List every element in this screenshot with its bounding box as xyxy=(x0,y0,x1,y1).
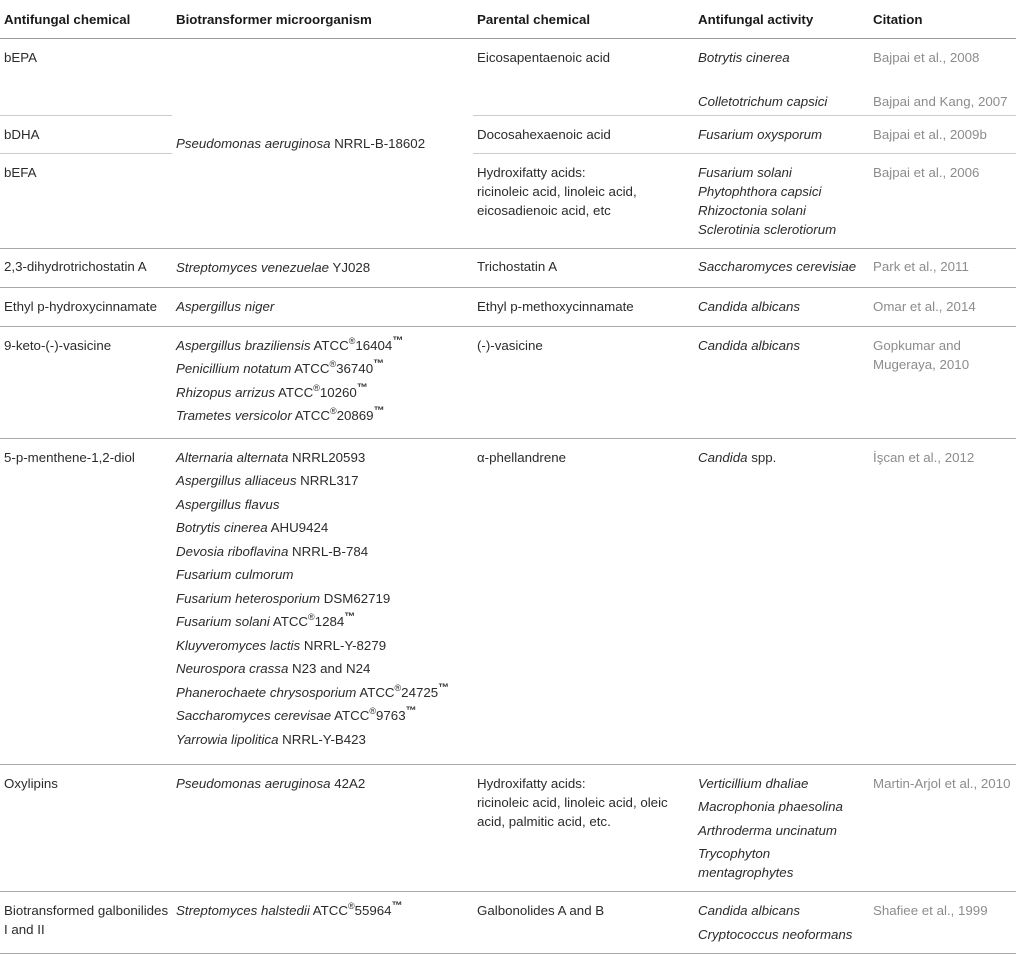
cell-activity-oxylipins xyxy=(694,764,869,892)
header-antifungal-chemical: Antifungal chemical xyxy=(0,0,172,39)
activity-name: Candida albicans xyxy=(698,337,801,353)
organism-strain: 42A2 xyxy=(330,775,366,791)
cell-chemical-oxylipins: Oxylipins xyxy=(0,764,172,892)
cell-chemical-vasicine: 9-keto-(-)-vasicine xyxy=(0,326,172,438)
table-row-oxylipins xyxy=(0,764,1016,892)
text-line: ricinoleic acid, linoleic acid, oleic xyxy=(477,794,668,810)
cell-chemical-ethyl: Ethyl p-hydroxycinnamate xyxy=(0,287,172,326)
list-item: Yarrowia lipolitica NRRL-Y-B423 xyxy=(176,731,366,747)
cell-citation-bepa-1: Bajpai et al., 2008 xyxy=(873,50,980,65)
organism-name: Pseudomonas aeruginosa xyxy=(176,135,331,151)
activity-name: Saccharomyces cerevisiae xyxy=(698,259,857,274)
cell-citation-oxylipins: Martin-Arjol et al., 2010 xyxy=(869,764,1016,892)
list-item: Fusarium heterosporium DSM62719 xyxy=(176,590,391,606)
text-line: Gopkumar and xyxy=(873,337,961,353)
text-line: acid, palmitic acid, etc. xyxy=(477,813,611,829)
organism-name: Aspergillus niger xyxy=(176,298,275,314)
activity-suffix: spp. xyxy=(747,449,777,465)
activity-name: Candida albicans xyxy=(698,903,801,918)
activity-name: Cryptococcus neoformans xyxy=(698,926,853,942)
activity-name: Verticillium dhaliae xyxy=(698,775,809,791)
cell-chemical-befa: bEFA xyxy=(0,153,172,248)
text-line: eicosadienoic acid, etc xyxy=(477,202,611,218)
cell-citation-bepa-2: Bajpai and Kang, 2007 xyxy=(869,88,1016,116)
cell-activity-befa xyxy=(694,153,869,248)
header-parental-chemical: Parental chemical xyxy=(473,0,694,39)
cell-chemical-bepa: bEPA xyxy=(0,39,172,116)
table-row-bdha xyxy=(0,115,1016,153)
text-line: I and II xyxy=(4,922,45,937)
cell-activity-menthene xyxy=(694,438,869,764)
cell-activity-ethyl xyxy=(694,287,869,326)
activity-name: Candida albicans xyxy=(698,298,801,314)
header-citation: Citation xyxy=(869,0,1016,39)
table-row-befa xyxy=(0,153,1016,248)
list-item: Aspergillus braziliensis ATCC®16404™ xyxy=(176,334,404,353)
cell-chemical-menthene: 5-p-menthene-1,2-diol xyxy=(0,438,172,764)
cell-parental-trichostatin: Trichostatin A xyxy=(473,248,694,287)
cell-activity-bdha xyxy=(694,115,869,153)
activity-name: Rhizoctonia solani xyxy=(698,202,806,218)
cell-activity-trichostatin xyxy=(694,248,869,287)
list-item: Fusarium culmorum xyxy=(176,567,294,582)
cell-organism-pseudomonas-shared xyxy=(172,39,473,249)
cell-chemical-galbonolides xyxy=(0,892,172,954)
list-item: Fusarium solani ATCC®1284™ xyxy=(176,611,356,629)
activity-name: Colletotrichum capsici xyxy=(698,93,828,109)
table-row-trichostatin xyxy=(0,248,1016,287)
cell-citation-bdha: Bajpai et al., 2009b xyxy=(869,115,1016,153)
activity-name: Macrophonia phaesolina xyxy=(698,799,843,814)
list-item: Penicillium notatum ATCC®36740™ xyxy=(176,358,385,376)
list-item: Devosia riboflavina NRRL-B-784 xyxy=(176,543,369,559)
list-item: Aspergillus alliaceus NRRL317 xyxy=(176,473,359,488)
cell-parental-galbonolides: Galbonolides A and B xyxy=(473,892,694,954)
cell-activity-galbonolides xyxy=(694,892,869,954)
cell-citation-trichostatin: Park et al., 2011 xyxy=(869,248,1016,287)
registered-mark: ® xyxy=(347,901,355,911)
organism-strain: YJ028 xyxy=(329,259,371,275)
list-item: Aspergillus flavus xyxy=(176,496,280,512)
cell-parental-oxylipins xyxy=(473,764,694,892)
cell-citation-befa: Bajpai et al., 2006 xyxy=(869,153,1016,248)
cell-citation-menthene: İşcan et al., 2012 xyxy=(869,438,1016,764)
cell-parental-bepa: Eicosapentaenoic acid xyxy=(473,39,694,116)
cell-activity-bepa-2 xyxy=(694,88,869,116)
cell-activity-vasicine xyxy=(694,326,869,438)
activity-name: Arthroderma uncinatum xyxy=(698,822,837,838)
cell-organism-oxylipins xyxy=(172,764,473,892)
table-row-ethyl xyxy=(0,287,1016,326)
activity-name: Candida xyxy=(698,449,748,465)
table-row-menthene xyxy=(0,438,1016,764)
text-line: ricinoleic acid, linoleic acid, xyxy=(477,183,637,199)
activity-name: Fusarium oxysporum xyxy=(698,126,823,142)
cell-organism-vasicine xyxy=(172,326,473,438)
activity-name: Botrytis cinerea xyxy=(698,50,790,65)
table-row-bepa xyxy=(0,39,1016,88)
list-item: Botrytis cinerea AHU9424 xyxy=(176,520,329,535)
cell-activity-bepa-1 xyxy=(694,39,869,88)
list-item: Saccharomyces cerevisae ATCC®9763™ xyxy=(176,705,417,723)
cell-parental-menthene: α-phellandrene xyxy=(473,438,694,764)
cell-parental-bdha: Docosahexaenoic acid xyxy=(473,115,694,153)
cell-organism-ethyl xyxy=(172,287,473,326)
list-item: Rhizopus arrizus ATCC®10260™ xyxy=(176,381,368,400)
organism-name: Pseudomonas aeruginosa xyxy=(176,775,331,791)
header-row xyxy=(0,0,1016,39)
cell-parental-vasicine: (-)-vasicine xyxy=(473,326,694,438)
cell-citation-galbonolides: Shafiee et al., 1999 xyxy=(869,892,1016,954)
text-line: Hydroxifatty acids: xyxy=(477,164,586,180)
cell-chemical-bdha: bDHA xyxy=(0,115,172,153)
table-row-vasicine xyxy=(0,326,1016,438)
cell-chemical-trichostatin: 2,3-dihydrotrichostatin A xyxy=(0,248,172,287)
list-item: Phanerochaete chrysosporium ATCC®24725™ xyxy=(176,681,450,700)
cell-organism-galbonolides xyxy=(172,892,473,954)
cell-organism-menthene xyxy=(172,438,473,764)
list-item: Trametes versicolor ATCC®20869™ xyxy=(176,405,385,423)
list-item: Alternaria alternata NRRL20593 xyxy=(176,449,366,465)
activity-name: Trycophyton xyxy=(698,846,771,861)
header-antifungal-activity: Antifungal activity xyxy=(694,0,869,39)
cell-parental-befa xyxy=(473,153,694,248)
text-line: Hydroxifatty acids: xyxy=(477,775,586,791)
text-line: Biotransformed galbonilides xyxy=(4,903,169,918)
cell-parental-ethyl: Ethyl p-methoxycinnamate xyxy=(473,287,694,326)
organism-number: 55964 xyxy=(354,903,392,918)
cell-organism-trichostatin xyxy=(172,248,473,287)
cell-citation-vasicine xyxy=(869,326,1016,438)
list-item: Neurospora crassa N23 and N24 xyxy=(176,661,371,676)
organism-name: Streptomyces halstedii xyxy=(176,903,310,918)
cell-citation-ethyl: Omar et al., 2014 xyxy=(869,287,1016,326)
text-line: Mugeraya, 2010 xyxy=(873,356,970,372)
table-row-galbonolides xyxy=(0,892,1016,954)
organism-strain: NRRL-B-18602 xyxy=(330,135,426,151)
activity-name: mentagrophytes xyxy=(698,865,794,880)
trademark-mark: ™ xyxy=(391,900,403,912)
activity-name: Sclerotinia sclerotiorum xyxy=(698,221,837,237)
list-item: Kluyveromyces lactis NRRL-Y-8279 xyxy=(176,637,387,653)
activity-name: Fusarium solani xyxy=(698,164,792,180)
organism-prefix: ATCC xyxy=(309,903,348,918)
header-biotransformer: Biotransformer microorganism xyxy=(172,0,473,39)
activity-name: Phytophthora capsici xyxy=(698,183,822,199)
organism-name: Streptomyces venezuelae xyxy=(176,259,329,275)
